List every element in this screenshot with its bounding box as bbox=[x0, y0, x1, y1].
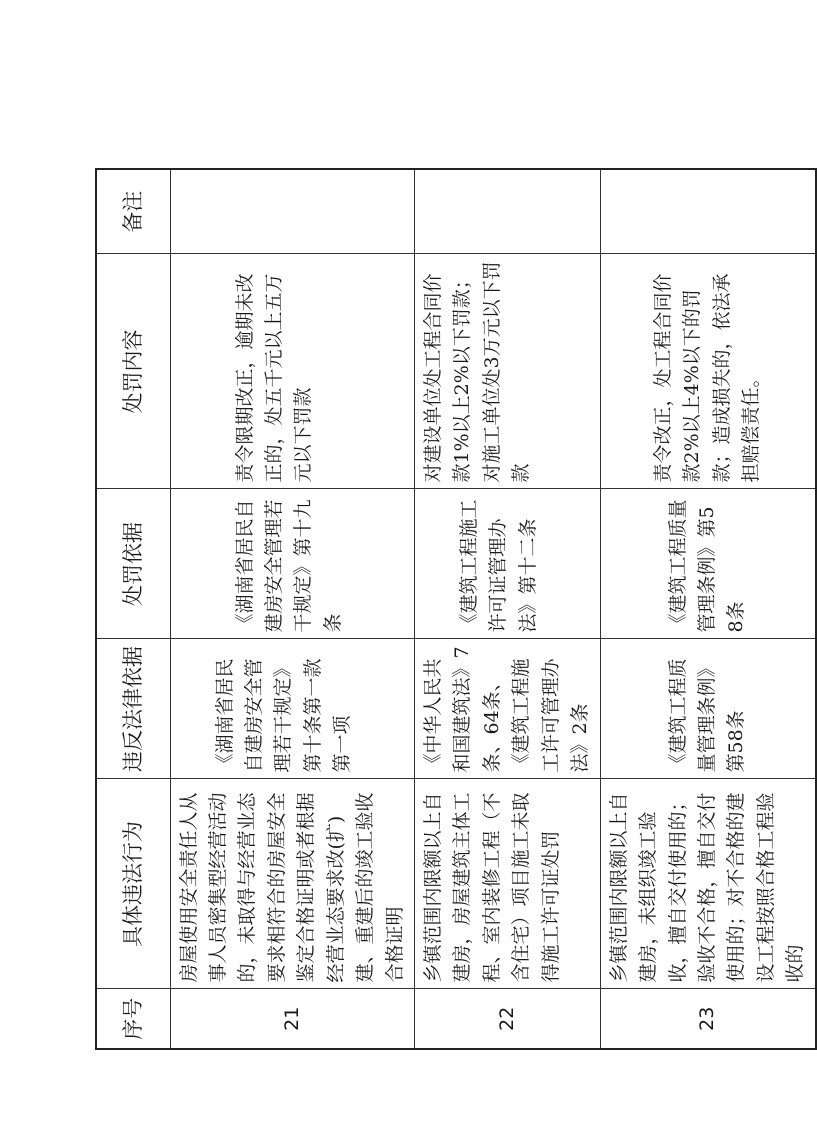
row-law: 《湖南省居民自建房安全管理若干规定》第十条第一款第一项 bbox=[170, 639, 415, 779]
rotated-table-container bbox=[95, 170, 807, 1050]
header-penalty: 处罚内容 bbox=[96, 254, 170, 489]
row-behavior: 房屋使用安全责任人从事人员密集型经营活动的，未取得与经营业态要求相符合的房屋安全鉴定合格证明或者根据经营业态要求改(扩)建、重建后的竣工验收合格证明 bbox=[170, 779, 415, 989]
row-basis: 《建筑工程质量管理条例》第58条 bbox=[600, 489, 816, 639]
table-row bbox=[600, 169, 816, 1049]
row-law: 《建筑工程质量管理条例》第58条 bbox=[600, 639, 816, 779]
header-behavior: 具体违法行为 bbox=[96, 779, 170, 989]
row-basis: 《湖南省居民自建房安全管理若干规定》第十九条 bbox=[170, 489, 415, 639]
row-behavior: 乡镇范围内限额以上自建房，房屋建筑主体工程、室内装修工程（不含住宅）项目施工未取得施工许可证处罚 bbox=[415, 779, 601, 989]
row-penalty: 责令改正，处工程合同价款2%以上4%以下的罚款；造成损失的，依法承担赔偿责任。 bbox=[600, 254, 816, 489]
row-basis: 《建筑工程施工许可证管理办法》第十二条 bbox=[415, 489, 601, 639]
row-note bbox=[415, 169, 601, 254]
row-seq: 23 bbox=[600, 989, 816, 1049]
table-row bbox=[170, 169, 415, 1049]
row-law: 《中华人民共和国建筑法》7条、64条、《建筑工程施工许可管理办法》2条 bbox=[415, 639, 601, 779]
penalty-table bbox=[95, 168, 817, 1050]
row-behavior: 乡镇范围内限额以上自建房，未组织竣工验收，擅自交付使用的；验收不合格，擅自交付使用的；对不合格的建设工程按照合格工程验收的 bbox=[600, 779, 816, 989]
row-note bbox=[170, 169, 415, 254]
table-header-row bbox=[96, 169, 170, 1049]
header-note: 备注 bbox=[96, 169, 170, 254]
header-law: 违反法律依据 bbox=[96, 639, 170, 779]
row-seq: 21 bbox=[170, 989, 415, 1049]
row-note bbox=[600, 169, 816, 254]
row-penalty: 责令限期改正，逾期未改正的，处五千元以上五万元以下罚款 bbox=[170, 254, 415, 489]
table-row bbox=[415, 169, 601, 1049]
row-penalty: 对建设单位处工程合同价款1%以上2%以下罚款；对施工单位处3万元以下罚款 bbox=[415, 254, 601, 489]
header-seq: 序号 bbox=[96, 989, 170, 1049]
row-seq: 22 bbox=[415, 989, 601, 1049]
header-basis: 处罚依据 bbox=[96, 489, 170, 639]
